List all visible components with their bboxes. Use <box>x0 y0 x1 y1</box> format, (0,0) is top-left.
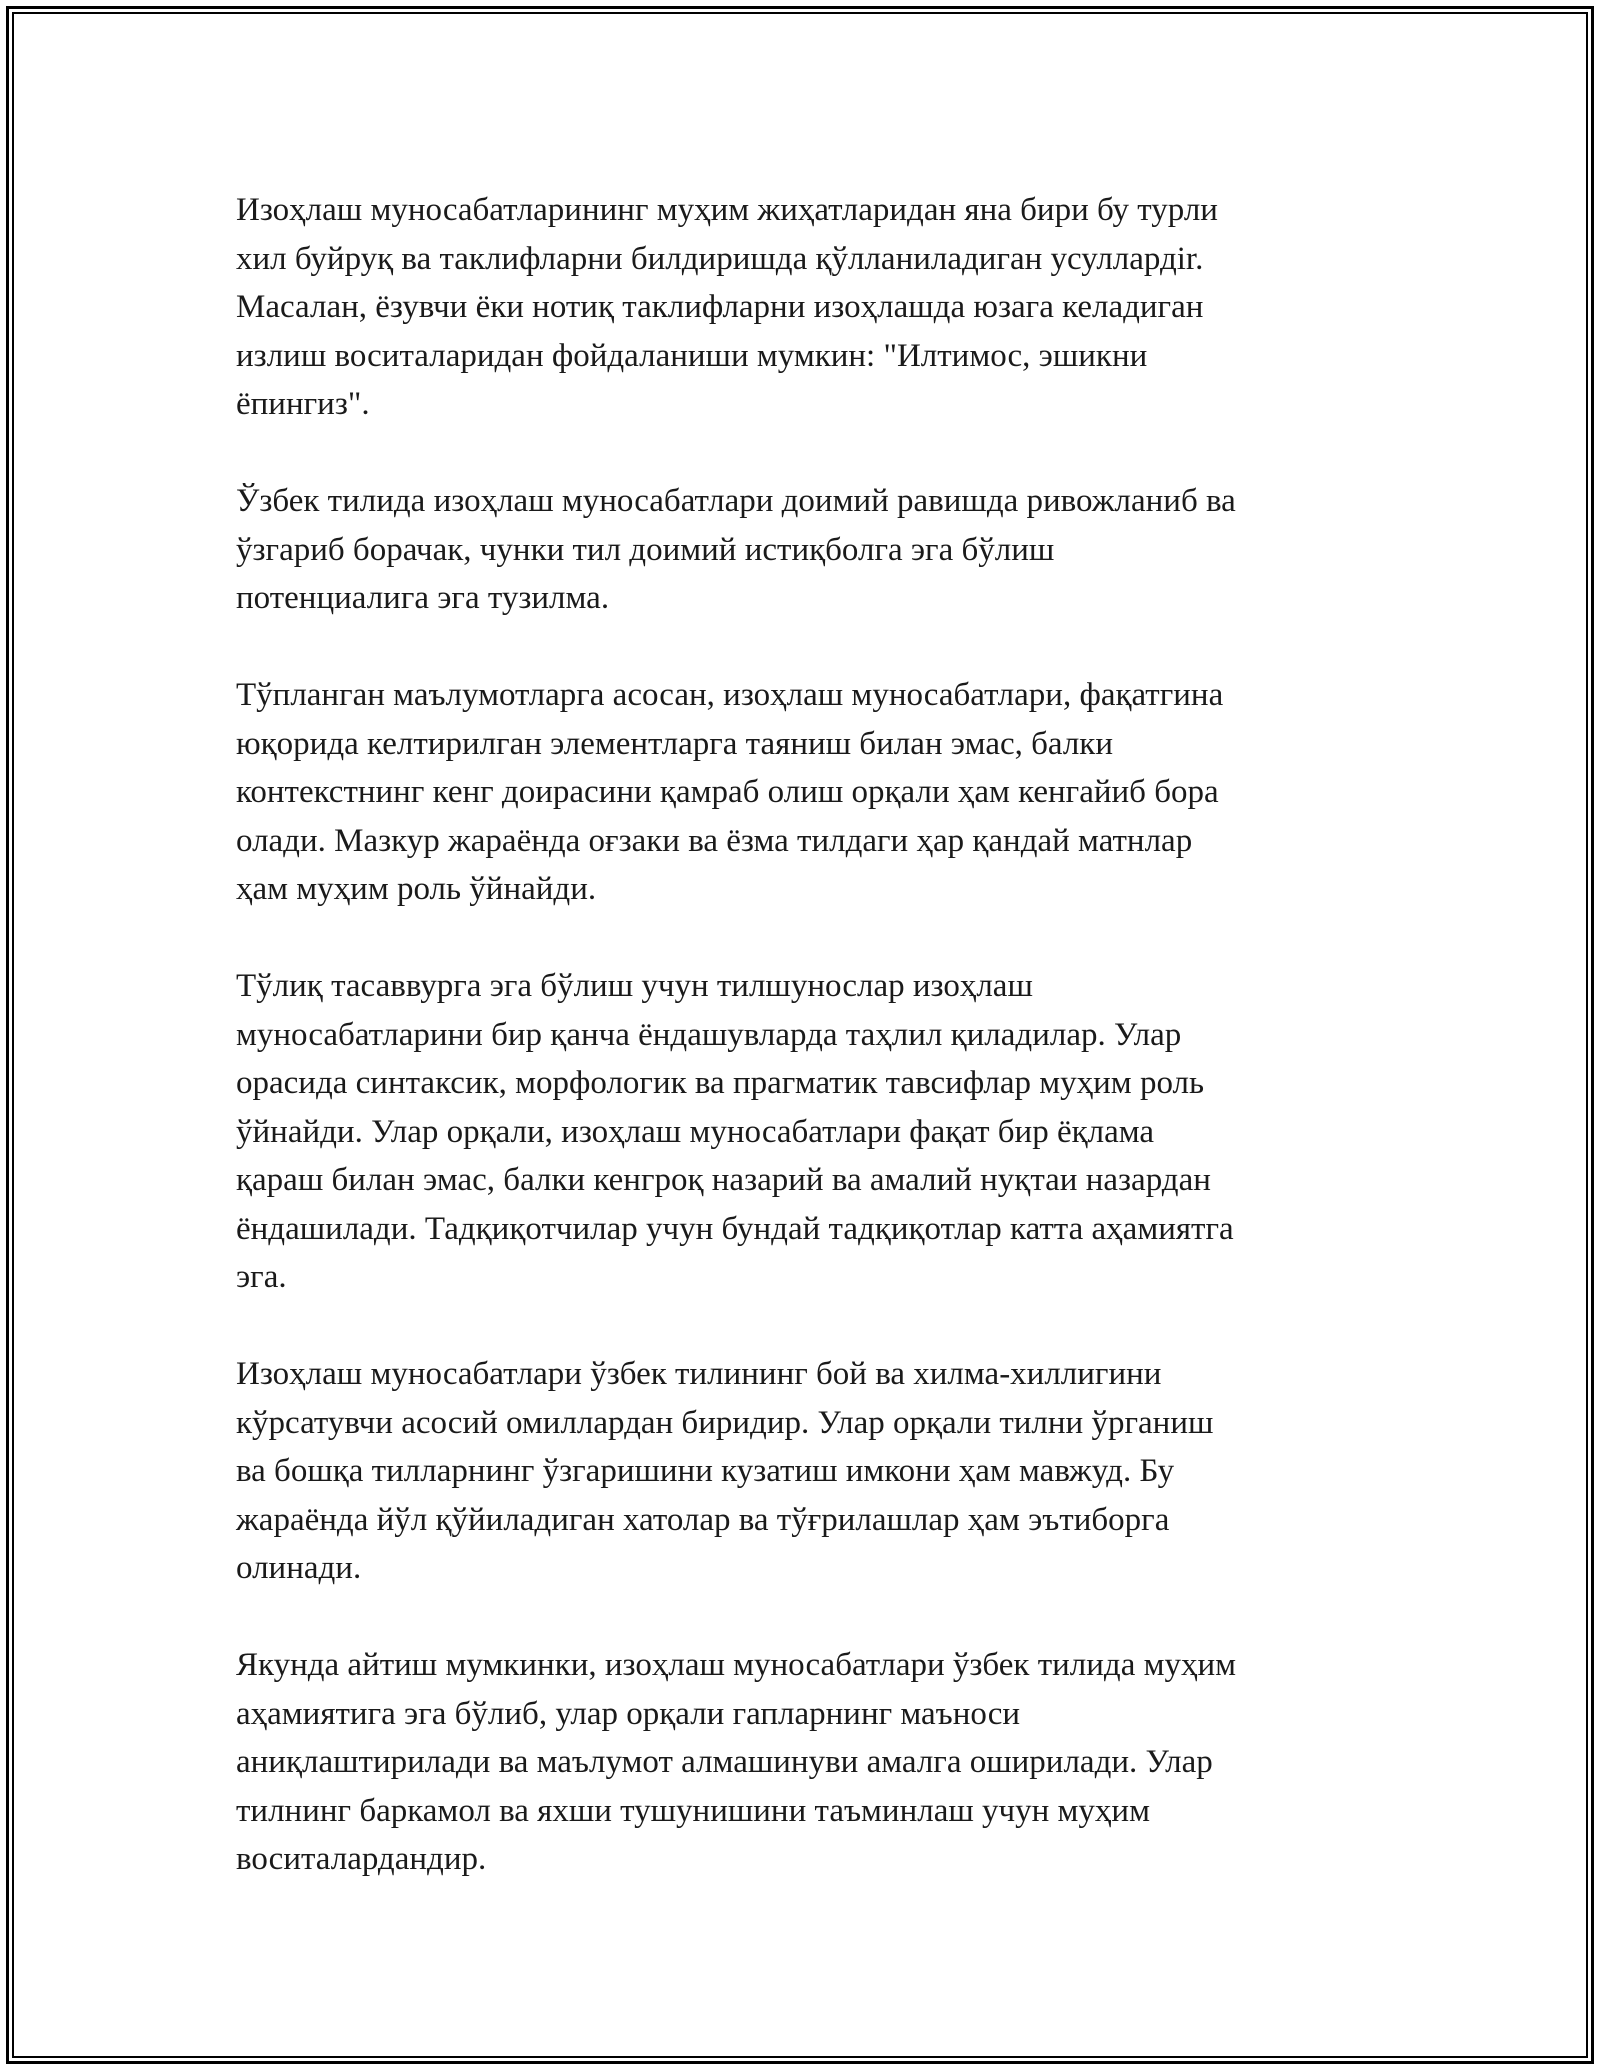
text-line: аниқлаштирилади ва маълумот алмашинуви амалга оширилади. Улар <box>236 1744 1213 1780</box>
text-line: кўрсатувчи асосий омиллардан биридир. Улар орқали тилни ўрганиш <box>236 1404 1214 1441</box>
text-line: ўзгариб борачак, чунки тил доимий истиқболга эга бўлиш <box>236 531 1055 568</box>
text-line: муносабатларини бир қанча ёндашувларда таҳлил қиладилар. Улар <box>236 1016 1182 1053</box>
text-line: Якунда айтиш мумкинки, изоҳлаш муносабатлари ўзбек тилида муҳим <box>236 1647 1237 1683</box>
text-line: контекстнинг кенг доирасини қамраб олиш орқали ҳам кенгайиб бора <box>236 774 1219 810</box>
paragraph-4 <box>236 962 1366 1302</box>
text-line: ёндашилади. Тадқиқотчилар учун бундай тадқиқотлар катта аҳамиятга <box>236 1210 1234 1247</box>
text-line: Тўлиқ тасаввурга эга бўлиш учун тилшунослар изоҳлаш <box>236 968 1033 1004</box>
text-line: эга. <box>236 1259 287 1295</box>
text-line: аҳамиятига эга бўлиб, улар орқали гапларнинг маъноси <box>236 1695 1021 1732</box>
paragraph-3 <box>236 671 1366 914</box>
text-line: орасида синтаксик, морфологик ва прагматик тавсифлар муҳим роль <box>236 1065 1205 1101</box>
text-line: потенциалига эга тузилма. <box>236 580 610 616</box>
text-line: қараш билан эмас, балки кенгроқ назарий ва амалий нуқтаи назардан <box>236 1162 1211 1198</box>
text-line: Тўпланган маълумотларга асосан, изоҳлаш муносабатлари, фақатгина <box>236 677 1224 713</box>
text-line: Масалан, ёзувчи ёки нотиқ таклифларни изоҳлашда юзага келадиган <box>236 289 1204 325</box>
text-line: Изоҳлаш муносабатлари ўзбек тилининг бой ва хилма-хиллигини <box>236 1356 1162 1392</box>
text-line: излиш воситаларидан фойдаланиши мумкин: "Илтимос, эшикни <box>236 337 1148 374</box>
paragraph-6 <box>236 1641 1366 1884</box>
text-line: ҳам муҳим роль ўйнайди. <box>236 871 597 907</box>
text-line: жараёнда йўл қўйиладиган хатолар ва тўғрилашлар ҳам эътиборга <box>236 1501 1170 1538</box>
paragraph-1 <box>236 186 1366 429</box>
text-line: олинади. <box>236 1550 362 1586</box>
text-line: ўйнайди. Улар орқали, изоҳлаш муносабатлари фақат бир ёқлама <box>236 1113 1155 1150</box>
text-line: ёпингиз". <box>236 386 370 422</box>
text-line: тилнинг баркамол ва яхши тушунишини таъминлаш учун муҳим <box>236 1792 1150 1829</box>
text-line: Изоҳлаш муносабатларининг муҳим жиҳатларидан яна бири бу турли <box>236 192 1218 228</box>
paragraph-5 <box>236 1350 1366 1593</box>
text-line: юқорида келтирилган элементларга таяниш билан эмас, балки <box>236 725 1113 762</box>
document-body <box>236 186 1366 1884</box>
text-line: ва бошқа тилларнинг ўзгаришини кузатиш имкони ҳам мавжуд. Бу <box>236 1453 1175 1489</box>
text-line: Ўзбек тилида изоҳлаш муносабатлари доимий равишда ривожланиб ва <box>236 483 1236 519</box>
paragraph-2 <box>236 477 1366 623</box>
text-line: олади. Мазкур жараёнда оғзаки ва ёзма тилдаги ҳар қандай матнлар <box>236 822 1193 859</box>
text-line: воситалардандир. <box>236 1841 487 1877</box>
text-line: хил буйруқ ва таклифларни билдиришда қўлланиладиган усуллардir. <box>236 240 1204 277</box>
